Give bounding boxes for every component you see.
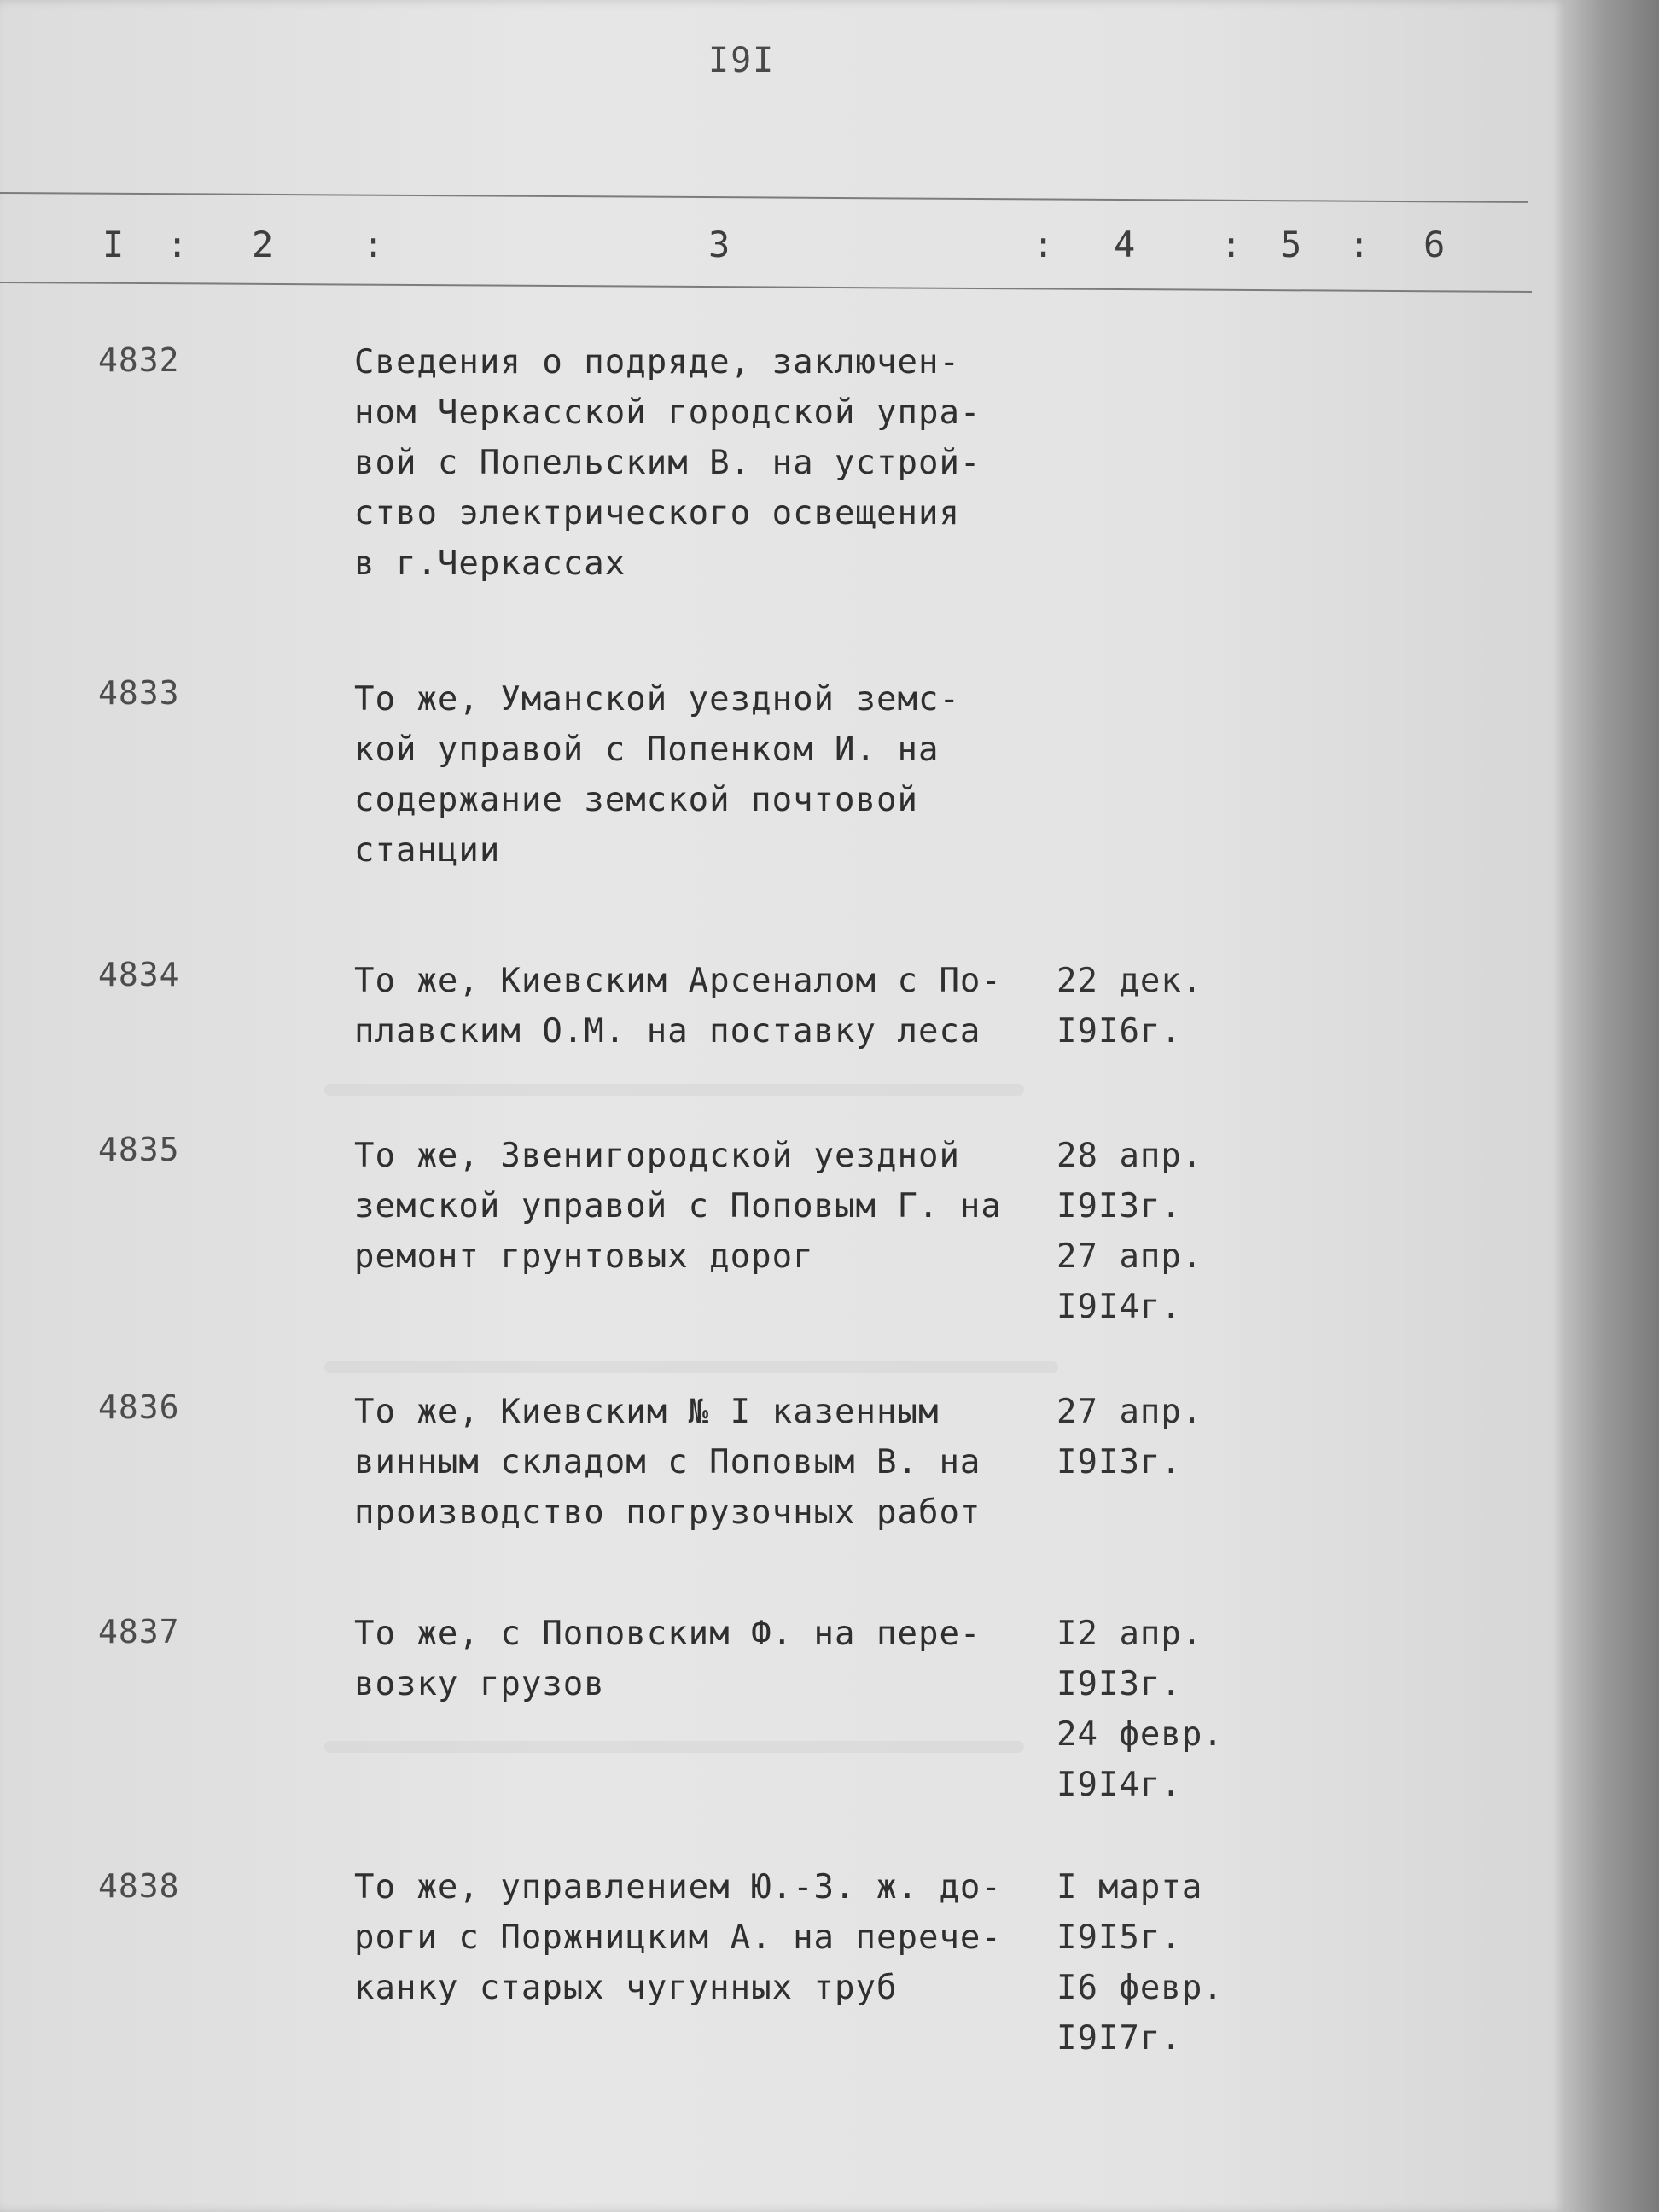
date-line: I9I6г.	[1057, 1012, 1182, 1051]
description-line: винным складом с Поповым В. на	[354, 1443, 981, 1481]
row-number: 4833	[98, 674, 180, 712]
row-dates	[1057, 956, 1202, 1057]
header-separator: :	[1033, 224, 1055, 265]
row-dates	[1057, 1609, 1224, 1810]
row-description	[354, 1862, 1054, 2013]
row-description	[354, 674, 1054, 876]
date-line: I9I7г.	[1057, 2019, 1182, 2058]
row-description	[354, 337, 1054, 589]
description-line: То же, Киевским Арсеналом с По-	[354, 962, 1002, 1000]
date-line: I9I4г.	[1057, 1766, 1182, 1804]
description-line: ремонт грунтовых дорог	[354, 1237, 814, 1276]
description-line: То же, Звенигородской уездной	[354, 1137, 960, 1175]
description-line: Сведения о подряде, заключен-	[354, 343, 960, 381]
bleed-through-line	[324, 1084, 1024, 1096]
row-number: 4838	[98, 1867, 180, 1905]
row-dates	[1057, 1862, 1224, 2064]
date-line: 27 апр.	[1057, 1393, 1203, 1431]
bleed-through-line	[324, 1361, 1058, 1373]
header-rule-bottom	[0, 282, 1532, 293]
bleed-through-line	[324, 1741, 1024, 1753]
header-col-2: 2	[252, 224, 274, 265]
header-col-1: I	[102, 224, 125, 265]
row-description	[354, 1131, 1054, 1282]
row-dates	[1057, 1387, 1202, 1487]
row-description	[354, 956, 1054, 1057]
page-edge	[1566, 0, 1659, 2212]
header-separator: :	[363, 224, 385, 265]
description-line: плавским О.М. на поставку леса	[354, 1012, 981, 1051]
description-line: То же, с Поповским Ф. на пере-	[354, 1615, 981, 1653]
header-rule-top	[0, 192, 1528, 203]
date-line: 24 февр.	[1057, 1715, 1224, 1754]
description-line: кой управой с Попенком И. на	[354, 731, 940, 769]
description-line: То же, Киевским № I казенным	[354, 1393, 940, 1431]
description-line: в г.Черкассах	[354, 544, 626, 583]
date-line: I6 февр.	[1057, 1969, 1224, 2007]
row-number: 4835	[98, 1131, 180, 1168]
description-line: То же, управлением Ю.-З. ж. до-	[354, 1868, 1002, 1906]
date-line: I9I3г.	[1057, 1665, 1182, 1703]
row-number: 4832	[98, 341, 180, 379]
description-line: канку старых чугунных труб	[354, 1969, 898, 2007]
page-number: I9I	[708, 41, 776, 80]
date-line: I2 апр.	[1057, 1615, 1203, 1653]
description-line: станции	[354, 831, 501, 870]
header-separator: :	[1348, 224, 1371, 265]
date-line: I марта	[1057, 1868, 1203, 1906]
date-line: 28 апр.	[1057, 1137, 1203, 1175]
date-line: I9I3г.	[1057, 1187, 1182, 1225]
description-line: содержание земской почтовой	[354, 781, 918, 819]
description-line: То же, Уманской уездной земс-	[354, 680, 960, 719]
row-number: 4836	[98, 1388, 180, 1426]
date-line: 27 апр.	[1057, 1237, 1203, 1276]
header-col-6: 6	[1423, 224, 1446, 265]
row-description	[354, 1387, 1054, 1538]
header-col-5: 5	[1280, 224, 1302, 265]
date-line: I9I5г.	[1057, 1918, 1182, 1957]
row-number: 4834	[98, 956, 180, 993]
date-line: 22 дек.	[1057, 962, 1203, 1000]
description-line: ном Черкасской городской упра-	[354, 393, 981, 432]
description-line: вой с Попельским В. на устрой-	[354, 444, 981, 482]
date-line: I9I3г.	[1057, 1443, 1182, 1481]
row-number: 4837	[98, 1613, 180, 1650]
date-line: I9I4г.	[1057, 1288, 1182, 1326]
description-line: возку грузов	[354, 1665, 605, 1703]
description-line: ство электрического освещения	[354, 494, 960, 533]
header-separator: :	[166, 224, 189, 265]
header-separator: :	[1220, 224, 1243, 265]
header-col-3: 3	[708, 224, 731, 265]
description-line: земской управой с Поповым Г. на	[354, 1187, 1002, 1225]
header-col-4: 4	[1114, 224, 1136, 265]
row-description	[354, 1609, 1054, 1709]
description-line: производство погрузочных работ	[354, 1493, 981, 1532]
row-dates	[1057, 1131, 1202, 1332]
description-line: роги с Поржницким А. на перече-	[354, 1918, 1002, 1957]
